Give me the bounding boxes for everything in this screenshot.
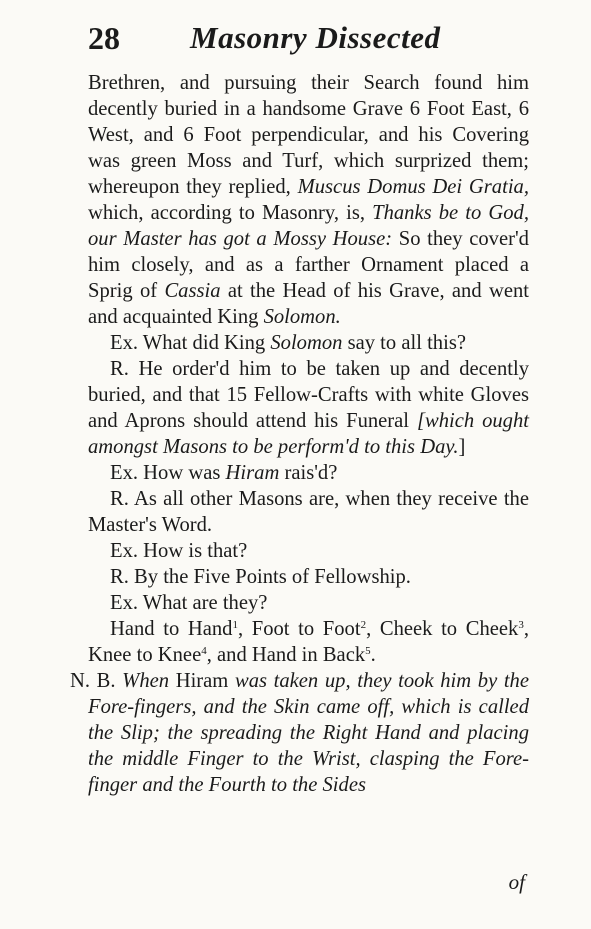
text-run: rais'd? [279, 462, 338, 484]
paragraph [88, 460, 529, 486]
text-run: Hand to Hand [110, 618, 233, 640]
text-run: , Knee to Knee [88, 618, 529, 666]
paragraph [88, 590, 529, 616]
italic-text: Solomon [270, 332, 343, 354]
paragraph [88, 538, 529, 564]
text-run: Ex. What are they? [110, 592, 268, 614]
italic-text: was taken up, they took him by the Fore-fingers, and the Skin came off, which is called the Slip; the spreading the Right Hand and placing the middle Finger to the Wrist, clasping the Fore-finger and the Fourth to the Sides [88, 670, 529, 796]
footnote-ref: 4 [201, 645, 207, 657]
running-title: Masonry Dissected [190, 20, 441, 55]
catchword: of [508, 870, 525, 894]
text-run: say to all this? [342, 332, 466, 354]
text-run: Hiram [175, 670, 229, 692]
text-run: which, according to Masonry, is, [88, 202, 373, 224]
text-run: Ex. How is that? [110, 540, 248, 562]
paragraph [88, 356, 529, 460]
page-number: 28 [88, 20, 120, 56]
text-run: Ex. What did King [110, 332, 271, 354]
paragraph [88, 616, 529, 668]
footnote-ref: 5 [365, 645, 371, 657]
text-run: Ex. How was [110, 462, 226, 484]
paragraph [88, 70, 529, 330]
paragraph [88, 330, 529, 356]
text-run: So they cover'd him closely, and as a farther Ornament placed a Sprig of [88, 228, 529, 302]
text-run: R. As all other Masons are, when they receive the Master's Word. [88, 488, 529, 536]
text-run: , Cheek to Cheek [366, 618, 519, 640]
italic-text: Hiram [225, 462, 280, 484]
italic-text: Muscus Domus Dei Gratia, [297, 176, 529, 198]
text-run: R. He order'd him to be taken up and decently buried, and that 15 Fellow-Crafts with white Gloves and Aprons should attend his Funeral [88, 358, 529, 432]
italic-text: Solomon. [263, 306, 341, 328]
page-header [88, 20, 529, 70]
text-run: at the Head of his Grave, and went and acquainted King [88, 280, 529, 328]
text-run: ] [458, 436, 466, 458]
footnote-ref: 2 [360, 619, 367, 631]
body-text [70, 70, 530, 798]
note-paragraph [70, 668, 529, 798]
footnote-ref: 1 [232, 619, 238, 631]
text-run: , and Hand in Back [206, 644, 366, 666]
text-run: . [370, 644, 376, 666]
footnote-ref: 3 [518, 619, 524, 631]
italic-text: Thanks be to God, our Master has got a Mossy House: [88, 202, 530, 250]
paragraph [88, 486, 529, 538]
text-run: N. B. [70, 670, 123, 692]
italic-text: [which ought amongst Masons to be perform'd to this Day. [88, 410, 529, 458]
text-run: R. By the Five Points of Fellowship. [110, 566, 411, 588]
text-run: , Foot to Foot [237, 618, 361, 640]
italic-text: When [122, 670, 176, 692]
italic-text: Cassia [164, 280, 221, 302]
paragraph [88, 564, 529, 590]
text-run: Brethren, and pursuing their Search found him decently buried in a handsome Grave 6 Foot East, 6 West, and 6 Foot perpendicular, and his Covering was green Moss and Turf, which surprized them; whereupon they replied, [88, 72, 529, 198]
